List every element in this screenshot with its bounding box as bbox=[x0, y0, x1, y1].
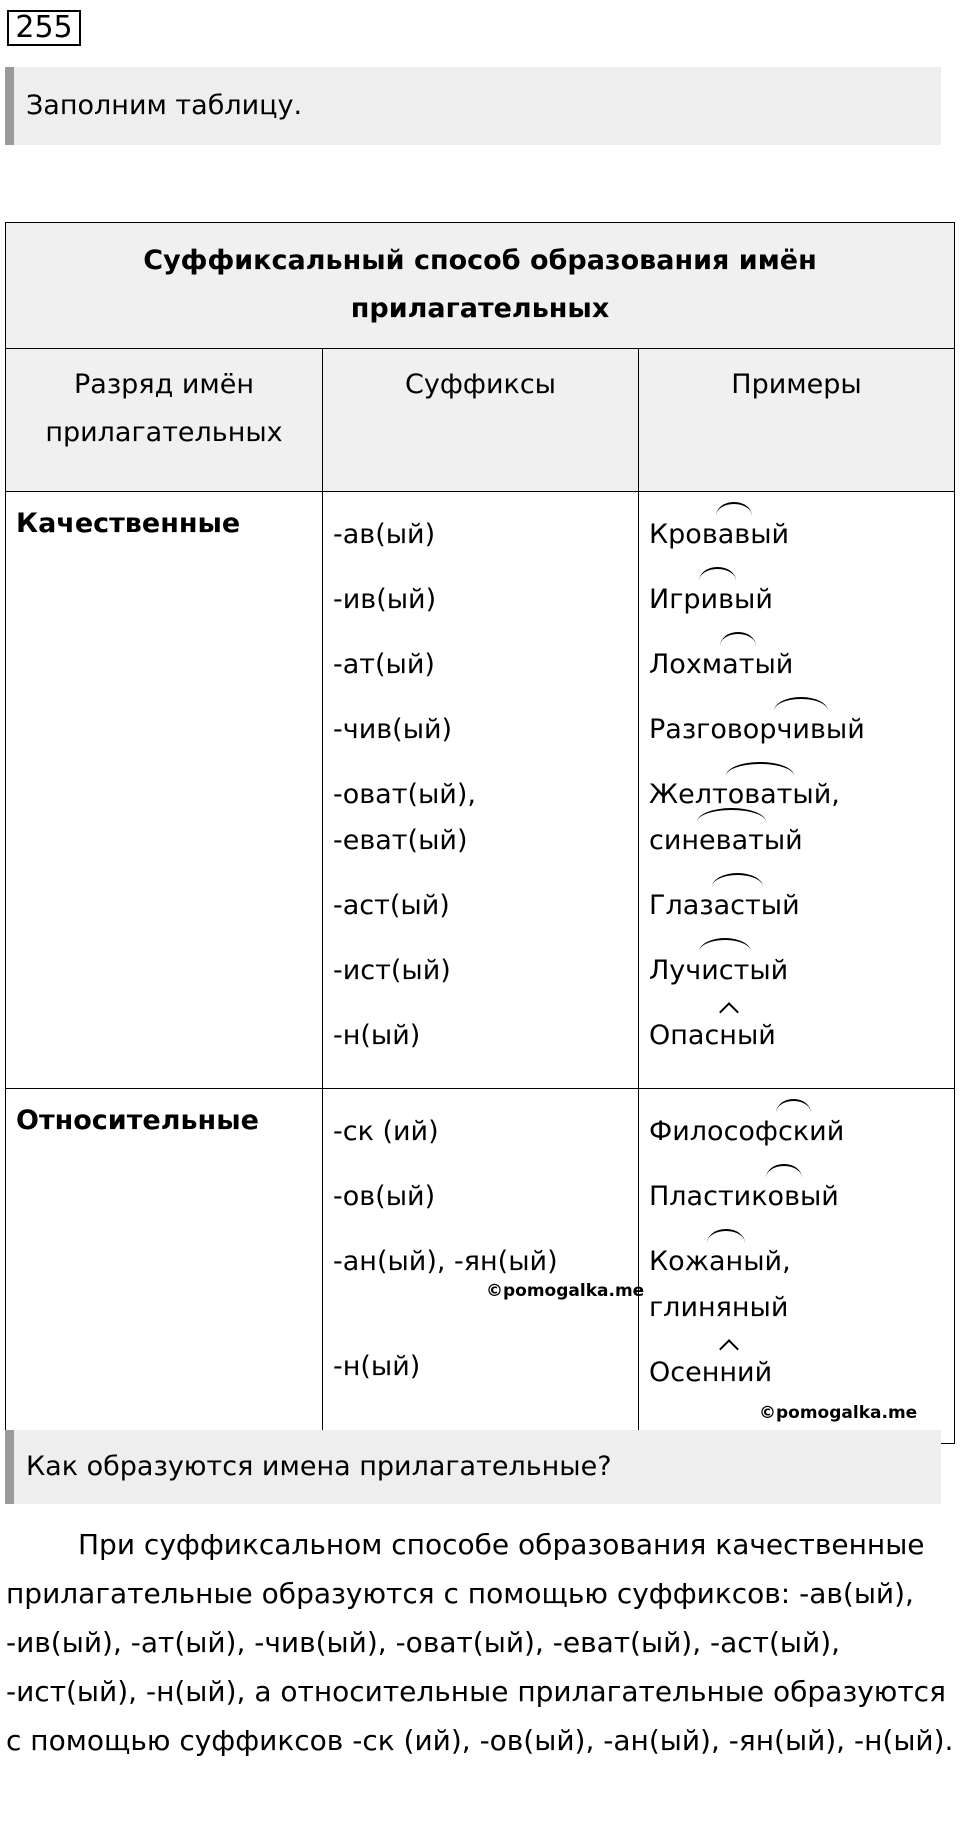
suffix-list-qualitative bbox=[323, 492, 639, 1089]
suffix-item: -ист(ый) bbox=[333, 955, 451, 986]
suffix-item: -аст(ый) bbox=[333, 890, 450, 921]
example-item: Желтоватый, bbox=[649, 762, 954, 818]
suffix-item: -ск (ий) bbox=[333, 1116, 439, 1147]
example-item: Глазастый bbox=[649, 873, 954, 938]
suffix-item: -чив(ый) bbox=[333, 714, 453, 745]
task-heading: Заполним таблицу. bbox=[5, 67, 941, 145]
example-item: Лохматый bbox=[649, 632, 954, 697]
example-item: Кровавый bbox=[649, 502, 954, 567]
table-row bbox=[6, 1089, 955, 1444]
suffix-mark: ск bbox=[778, 1109, 809, 1155]
example-item: Разговорчивый bbox=[649, 697, 954, 762]
suffix-item: -ов(ый) bbox=[333, 1181, 436, 1212]
header-suffixes: Суффиксы bbox=[323, 349, 639, 492]
example-item: Игривый bbox=[649, 567, 954, 632]
suffix-item: -н(ый) bbox=[333, 1351, 421, 1382]
watermark: ©pomogalka.me bbox=[759, 1403, 918, 1423]
suffix-mark: ат bbox=[722, 642, 754, 688]
suffix-item: -н(ый) bbox=[333, 1020, 421, 1051]
suffix-item: -оват(ый), -еват(ый) bbox=[333, 779, 476, 856]
suffix-mark: ав bbox=[718, 512, 750, 558]
example-item: Кожаный, bbox=[649, 1229, 954, 1285]
example-list-relative bbox=[639, 1089, 955, 1444]
suffix-mark: чив bbox=[776, 707, 825, 753]
category-qualitative: Качественные bbox=[6, 492, 323, 1089]
suffix-mark: ист bbox=[701, 948, 749, 994]
suffix-mark: еват bbox=[699, 818, 764, 864]
example-item: синеватый bbox=[649, 818, 954, 873]
header-category: Разряд имён прилагательных bbox=[6, 349, 323, 492]
suffix-mark: ив bbox=[701, 577, 734, 623]
table-row bbox=[6, 492, 955, 1089]
suffix-table bbox=[5, 222, 955, 1444]
suffix-mark: аст bbox=[714, 883, 761, 929]
exercise-number: 255 bbox=[7, 10, 81, 46]
category-relative: Относительные bbox=[6, 1089, 323, 1444]
example-item: Осенний bbox=[649, 1340, 954, 1405]
example-item: Философский bbox=[649, 1099, 954, 1164]
example-item: Лучистый bbox=[649, 938, 954, 1003]
suffix-mark: н bbox=[719, 1350, 737, 1396]
example-item: Пластиковый bbox=[649, 1164, 954, 1229]
suffix-item: -ат(ый) bbox=[333, 649, 435, 680]
suffix-mark: н bbox=[719, 1013, 737, 1059]
suffix-mark: ов bbox=[768, 1174, 800, 1220]
suffix-item: -ав(ый) bbox=[333, 519, 436, 550]
suffix-item: -ан(ый), -ян(ый) bbox=[333, 1246, 558, 1277]
watermark: ©pomogalka.me bbox=[486, 1281, 645, 1301]
suffix-mark: ан bbox=[709, 1239, 743, 1285]
header-examples: Примеры bbox=[639, 349, 955, 492]
suffix-mark: оват bbox=[728, 772, 793, 818]
table-title: Суффиксальный способ образования имён прилагательных bbox=[6, 223, 955, 349]
example-item: Опасный bbox=[649, 1003, 954, 1068]
example-item: глиняный bbox=[649, 1292, 789, 1323]
question-heading: Как образуются имена прилагательные? bbox=[5, 1430, 941, 1504]
suffix-list-relative bbox=[323, 1089, 645, 1444]
suffix-item: -ив(ый) bbox=[333, 584, 437, 615]
example-list-qualitative bbox=[639, 492, 955, 1089]
answer-paragraph: При суффиксальном способе образования качественные прилагательные образуются с помощью суффиксов: -ав(ый), -ив(ый), -ат(ый), -чив(ый), -оват(ый), -еват(ый), -аст(ый), -ист(ый), -н(ый), а относительные прилагательные образуются с помощью суффиксов -ск (ий), -ов(ый), -ан(ый), -ян(ый), -н(ый). bbox=[6, 1528, 954, 1757]
